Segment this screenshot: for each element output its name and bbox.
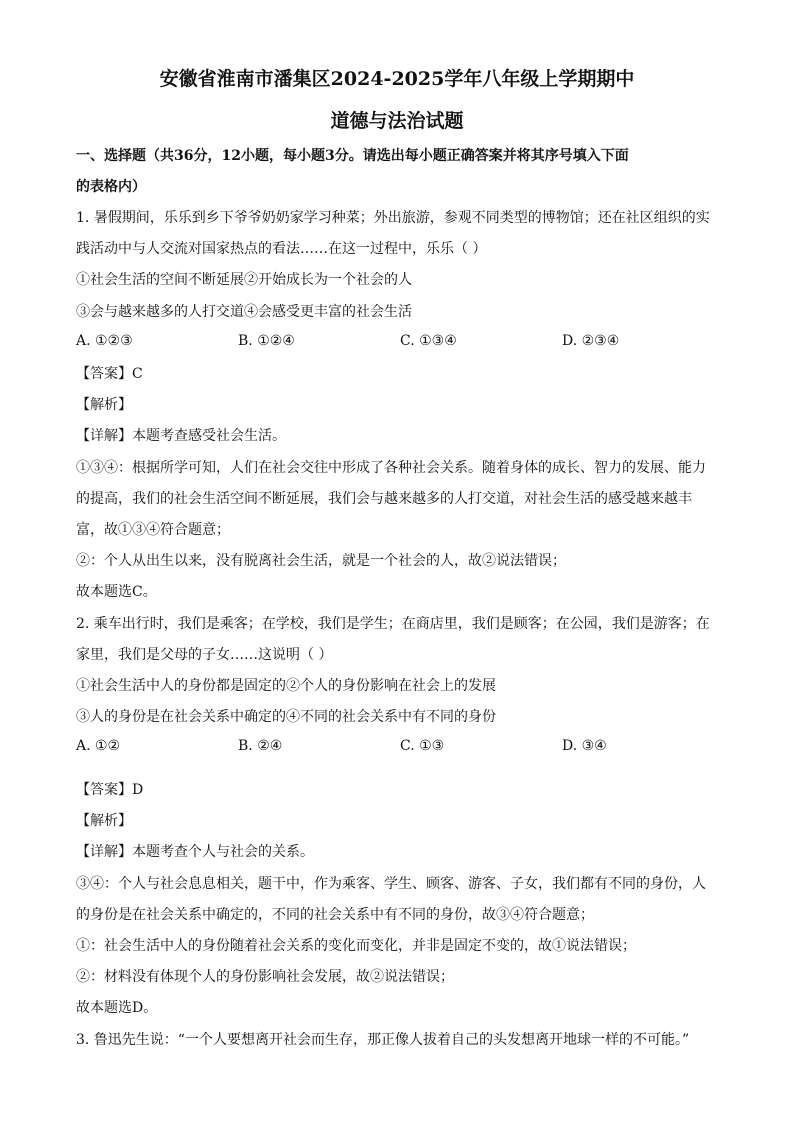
q2-conclusion: 故本题选D。 [76, 1000, 158, 1016]
q2-explanation-3: ②：材料没有体现个人的身份影响社会发展，故②说法错误； [76, 969, 454, 985]
q2-choices-line1: ①社会生活中人的身份都是固定的②个人的身份影响在社会上的发展 [76, 678, 496, 694]
q2-option-a: A. ①② [76, 738, 121, 754]
q1-analysis-label: 【解析】 [76, 397, 132, 413]
q2-explanation-line2: 的身份是在社会关系中确定的，不同的社会关系中有不同的身份，故③④符合题意； [76, 907, 594, 923]
q1-option-c: C. ①③④ [400, 333, 457, 349]
q2-explanation-line1: ③④：个人与社会息息相关，题干中，作为乘客、学生、顾客、游客、子女，我们都有不同的身份，人 [76, 876, 706, 892]
q2-option-d: D. ③④ [562, 738, 607, 754]
q2-analysis-label: 【解析】 [76, 813, 132, 829]
q2-explanation-2: ①：社会生活中人的身份随着社会关系的变化而变化，并非是固定不变的，故①说法错误； [76, 938, 636, 954]
q3-stem-line1: 3. 鲁迅先生说：“一个人要想离开社会而生存，那正像人拔着自己的头发想离开地球一样的不可能。” [76, 1032, 690, 1048]
q2-stem-line1: 2. 乘车出行时，我们是乘客；在学校，我们是学生；在商店里，我们是顾客；在公园，我们是游客；在 [76, 616, 710, 632]
q1-explanation-2: ②：个人从出生以来，没有脱离社会生活，就是一个社会的人，故②说法错误； [76, 553, 566, 569]
q1-option-b: B. ①②④ [238, 333, 295, 349]
q1-options [76, 333, 716, 353]
q2-stem-line2: 家里，我们是父母的子女……这说明（ ） [76, 647, 333, 663]
q2-answer: 【答案】D [76, 782, 144, 798]
q1-choices-line1: ①社会生活的空间不断延展②开始成长为一个社会的人 [76, 272, 412, 288]
q2-option-b: B. ②④ [238, 738, 283, 754]
q1-explanation-line3: 富，故①③④符合题意； [76, 522, 230, 538]
section-heading-line2: 的表格内） [76, 179, 146, 195]
q1-stem-line2: 践活动中与人交流对国家热点的看法……在这一过程中，乐乐（ ） [76, 241, 487, 257]
q1-explanation-line1: ①③④：根据所学可知，人们在社会交往中形成了各种社会关系。随着身体的成长、智力的发展、能力 [76, 460, 706, 476]
q1-detail: 【详解】本题考查感受社会生活。 [76, 428, 286, 444]
q1-conclusion: 故本题选C。 [76, 584, 157, 600]
q1-option-a: A. ①②③ [76, 333, 133, 349]
q1-explanation-line2: 的提高，我们的社会生活空间不断延展，我们会与越来越多的人打交道，对社会生活的感受越来越丰 [76, 491, 692, 507]
q1-option-d: D. ②③④ [562, 333, 620, 349]
q1-answer: 【答案】C [76, 366, 143, 382]
exam-title-line1: 安徽省淮南市潘集区2024-2025学年八年级上学期期中 [159, 68, 635, 90]
q2-option-c: C. ①③ [400, 738, 445, 754]
q1-stem-line1: 1. 暑假期间，乐乐到乡下爷爷奶奶家学习种菜；外出旅游，参观不同类型的博物馆；还在社区组织的实 [76, 210, 710, 226]
q2-choices-line2: ③人的身份是在社会关系中确定的④不同的社会关系中有不同的身份 [76, 709, 496, 725]
q1-choices-line2: ③会与越来越多的人打交道④会感受更丰富的社会生活 [76, 304, 412, 320]
section-heading-line1: 一、选择题（共36分，12小题，每小题3分。请选出每小题正确答案并将其序号填入下面 [76, 148, 629, 164]
q2-options [76, 738, 716, 758]
exam-title-line2: 道德与法治试题 [330, 110, 464, 132]
q2-detail: 【详解】本题考查个人与社会的关系。 [76, 844, 314, 860]
